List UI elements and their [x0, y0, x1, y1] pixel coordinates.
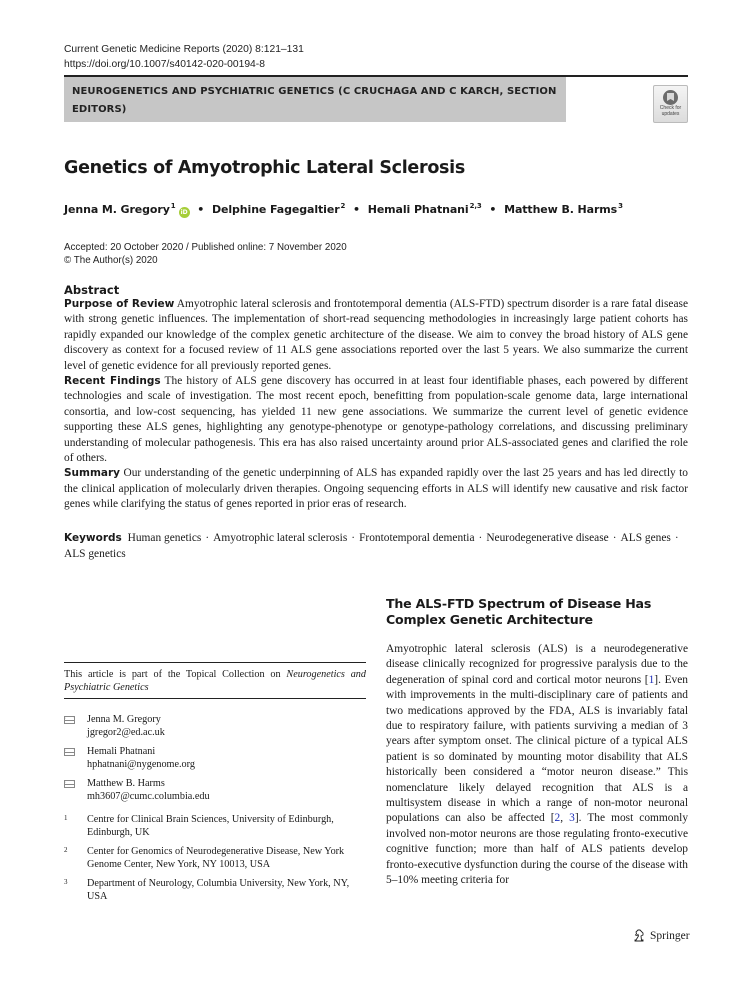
- collection-note-prefix: This article is part of the Topical Collection on: [64, 669, 287, 681]
- publication-dates: [64, 241, 347, 267]
- publisher-logo: [633, 929, 690, 942]
- section-heading: The ALS-FTD Spectrum of Disease Has Complex Genetic Architecture: [386, 596, 652, 627]
- affiliation-item: [64, 813, 366, 839]
- affiliation-number: 3: [64, 878, 68, 887]
- contact-email[interactable]: jgregor2@ed.ac.uk: [87, 727, 165, 739]
- corresponding-authors: [64, 713, 366, 803]
- author-affil-sup: 2: [340, 202, 346, 210]
- author-separator: •: [197, 203, 205, 216]
- body-paragraph: [386, 642, 688, 889]
- abstract-section-text: Our understanding of the genetic underpinning of ALS has expanded rapidly over the last 25 years and has led directly to the clinical application of molecularly driven therapies. Ongoing sequencing efforts in ALS will identify new causative and risk factor genes while clarifying the status of genes reported in prior eras of research.: [64, 467, 688, 511]
- check-updates-line2: updates: [661, 110, 680, 117]
- citation-link[interactable]: 1: [648, 673, 655, 686]
- abstract-section-text: The history of ALS gene discovery has occurred in at least four identifiable phases, each powered by different technologies and scale of investigation. The most recent epoch, benefitting from population-scale genome data, large international consortia, and low-cost sequencing, has yielded 11 new gene associations. We summarize the current level of genetic evidence supporting these ALS genes, highlighting any genotype-phenotype or genotype-pathology correlations, and discussing preliminary understanding of molecular pathogenesis. This era has also raised uncertainty around prior ALS-associated genes and clarified the role of others.: [64, 375, 688, 465]
- keyword: Human genetics: [127, 532, 202, 544]
- affiliation-item: [64, 877, 366, 903]
- left-column-footnotes: [64, 662, 366, 909]
- citation-link[interactable]: 2: [554, 812, 561, 825]
- affiliations: [64, 813, 366, 903]
- abstract-summary: [64, 466, 688, 512]
- copyright-icon: ©: [64, 255, 72, 266]
- copyright-line: [64, 254, 347, 267]
- abstract-section-text: Amyotrophic lateral sclerosis and frontotemporal dementia (ALS-FTD) spectrum disorder is a rare fatal disease with strong genetic influences. The implementation of short-read sequencing methodologies in increasingly large patient cohorts has rapidly expanded our knowledge of the complex genetic architecture of the disease. We aim to convey the broad history of ALS gene discovery as context for a focused review of 11 ALS gene associations reported over the last 5 years. We also summarize the current level of genetic evidence for all previously reported genes.: [64, 298, 689, 372]
- abstract-section-label: Summary: [64, 467, 121, 480]
- copyright-text: The Author(s) 2020: [73, 255, 158, 266]
- right-column-body: [386, 596, 688, 889]
- author-name[interactable]: Matthew B. Harms: [504, 203, 618, 216]
- author-name[interactable]: Delphine Fagegaltier: [211, 203, 340, 216]
- author-list: [64, 202, 623, 218]
- envelope-icon: [64, 716, 75, 724]
- springer-knight-icon: [633, 929, 645, 942]
- journal-header: [64, 42, 304, 72]
- orcid-icon[interactable]: iD: [179, 207, 190, 218]
- envelope-icon: [64, 748, 75, 756]
- author-separator: •: [489, 203, 497, 216]
- keyword: Neurodegenerative disease: [486, 532, 609, 544]
- keyword: Amyotrophic lateral sclerosis: [213, 532, 348, 544]
- abstract-findings: [64, 374, 688, 466]
- collection-name: Neurogenetics and Psychiatric Genetics: [64, 669, 366, 694]
- author-name[interactable]: Hemali Phatnani: [367, 203, 469, 216]
- contact-item: [64, 777, 366, 803]
- accepted-published-line: Accepted: 20 October 2020 / Published online: 7 November 2020: [64, 242, 347, 253]
- abstract-purpose: [64, 297, 688, 374]
- affiliation-text: Center for Genomics of Neurodegenerative Disease, New York Genome Center, New York, NY 10013, USA: [87, 846, 345, 871]
- body-text: Amyotrophic lateral sclerosis (ALS) is a neurodegenerative disease clinically recognized for progressive paralysis due to the degeneration of spinal cord and cortical motor neurons [: [386, 643, 688, 686]
- topical-collection-note: [64, 663, 366, 698]
- bookmark-badge-icon: [663, 90, 678, 105]
- author-affil-sup: 1: [170, 202, 176, 210]
- body-text: ]. The most commonly involved non-motor neurons are those regulating fronto-executive cognitive function; more than half of ALS patients develop fronto-executive dysfunction during the course of the disease with 5–10% meeting criteria for: [386, 812, 689, 887]
- keywords: Keywords Human genetics · Amyotrophic lateral sclerosis · Frontotemporal dementia · Neurodegenerative disease · ALS genes · ALS genetics: [64, 532, 679, 560]
- keyword: Frontotemporal dementia: [359, 532, 475, 544]
- affiliation-number: 1: [64, 814, 68, 823]
- affiliation-item: [64, 845, 366, 871]
- contact-item: [64, 713, 366, 739]
- citation-link[interactable]: 3: [569, 812, 575, 825]
- author-affil-sup: 3: [618, 202, 623, 210]
- author-affil-sup: 2,3: [469, 202, 482, 210]
- contact-email[interactable]: mh3607@cumc.columbia.edu: [87, 791, 210, 803]
- check-for-updates-button[interactable]: [653, 85, 688, 123]
- check-updates-line1: Check for: [659, 105, 682, 111]
- abstract: [64, 283, 688, 513]
- abstract-heading: Abstract: [64, 283, 120, 297]
- abstract-section-label: Recent Findings: [64, 375, 161, 388]
- abstract-section-label: Purpose of Review: [64, 298, 175, 310]
- publisher-name: Springer: [650, 929, 690, 942]
- keywords-label: Keywords: [64, 532, 122, 544]
- envelope-icon: [64, 780, 75, 788]
- author-name[interactable]: Jenna M. Gregory: [64, 203, 170, 216]
- keyword: ALS genes: [620, 532, 671, 544]
- affiliation-number: 2: [64, 846, 68, 855]
- body-text: ]. Even with improvements in the multi-disciplinary care of patients and two medications approved by the FDA, ALS is invariably fatal due to respiratory failure, with patients surviving a median of 3 years after symptom onset. The clinical picture of a typical ALS patient is so dominated by mounting motor disability that ALS historically been considered a “motor neuron disease.” This nomenclature likely delayed recognition that ALS is a multisystem disease in which a range of non-motor neuronal populations can also be affected [: [386, 673, 688, 825]
- article-title: Genetics of Amyotrophic Lateral Sclerosis: [64, 158, 465, 178]
- contact-email[interactable]: hphatnani@nygenome.org: [87, 759, 195, 771]
- contact-name: Hemali Phatnani: [87, 746, 156, 758]
- author-separator: •: [353, 203, 360, 216]
- affiliation-text: Department of Neurology, Columbia University, New York, NY, USA: [87, 878, 350, 903]
- footnote-rule-bottom: [64, 698, 366, 699]
- contact-name: Jenna M. Gregory: [87, 714, 161, 726]
- affiliation-text: Centre for Clinical Brain Sciences, University of Edinburgh, Edinburgh, UK: [87, 814, 334, 839]
- keyword: ALS genetics: [64, 547, 126, 560]
- contact-item: [64, 745, 366, 771]
- journal-citation: Current Genetic Medicine Reports (2020) 8:121–131: [64, 44, 304, 55]
- section-banner: NEUROGENETICS AND PSYCHIATRIC GENETICS (C CRUCHAGA AND C KARCH, SECTION EDITORS): [64, 77, 566, 122]
- contact-name: Matthew B. Harms: [87, 778, 165, 790]
- citation-separator: ,: [560, 812, 570, 825]
- doi-link[interactable]: https://doi.org/10.1007/s40142-020-00194-8: [64, 59, 265, 70]
